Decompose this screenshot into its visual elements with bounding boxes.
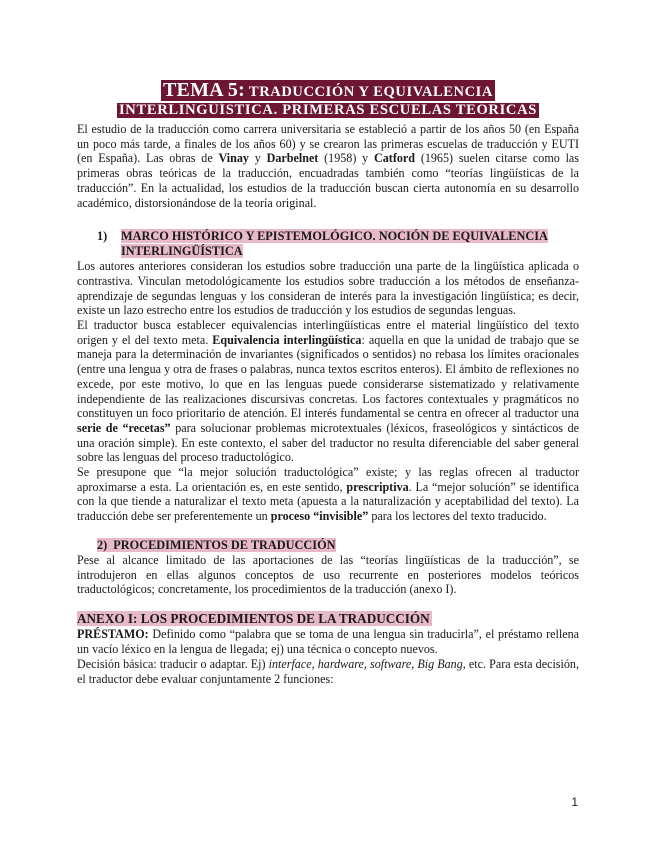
section-2-number: 2) [97,537,108,552]
title-tema: TEMA 5: [162,79,245,101]
intro-paragraph: El estudio de la traducción como carrera universitaria se estableció a partir de los años 50 (en España un poco más tarde, a finales de los años 60) y se crearon las primeras escuelas de traducción y EUTI (en España). Las obras de Vinay y Darbelnet (1958) y Catford (1965) suelen citarse como las primeras obras teóricas de la traducción, encuadradas también como “teorías lingüísticas de la traducción”. En la actualidad, los estudios de la traducción buscan cierta autonomía en su desarrollo académico, distorsionándose de la teoría original. [77,122,580,210]
section-1-paragraph-3: Se presupone que “la mejor solución traductológica” existe; y las reglas ofrecen al traductor aproximarse a esta. La orientación es, en este sentido, prescriptiva. La “mejor solución” se identifica con la que tiende a naturalizar el texto meta (apuesta a la naturalización y aceptabilidad del texto). La traducción debe ser preferentemente un proceso “invisible” para los lectores del texto traducido. [77,465,580,524]
section-1-heading-b: INTERLINGÜÍSTICA [121,244,243,259]
section-1-number: 1) [97,229,108,244]
annex-heading: ANEXO I: LOS PROCEDIMIENTOS DE LA TRADUCCIÓN [77,610,430,626]
title-line-2: INTERLINGÜÍSTICA. PRIMERAS ESCUELAS TEÓRICAS [118,102,538,118]
page-number: 1 [571,795,578,809]
section-2-paragraph-1: Pese al alcance limitado de las aportaciones de las “teorías lingüísticas de la traducción”, se introdujeron en ellas algunos conceptos de uso recurrente en posteriores modelos teóricos traductológicos; concretamente, los procedimientos de la traducción (anexo I). [77,552,579,597]
document-page [77,80,579,687]
title-line-1 [161,80,495,101]
annex-paragraph-1: PRÉSTAMO: Definido como “palabra que se toma de una lengua sin traducirla”, el préstamo rellena un vacío léxico en la lengua de llegada; ej) una técnica o concepto nuevos. [77,626,579,656]
section-2-heading [77,538,579,553]
annex-paragraph-2: Decisión básica: traducir o adaptar. Ej) interface, hardware, software, Big Bang, etc. Para esta decisión, el traductor debe evaluar conjuntamente 2 funciones: [77,657,579,687]
document-title [77,80,579,119]
section-1-heading [77,229,579,259]
section-1-paragraph-2: El traductor busca establecer equivalencias interlingüísticas entre el material lingüístico del texto origen y el del texto meta. Equivalencia interlingüística: aquella en que la unidad de trabajo que se maneja para la determinación de invariantes (significados o sentidos) no rebasa los límites oracionales (entre una lengua y otra de frases o palabras, nunca textos escritos enteros). El ámbito de reflexiones no excede, por este motivo, lo que en las lenguas puede considerarse sistematizado y relativamente independiente de las realizaciones discursivas concretas. Los factores contextuales y pragmáticos no constituyen un foco prioritario de atención. El interés fundamental se centra en ofrecer al traductor una serie de “recetas” para solucionar problemas microtextuales (léxicos, fraseológicos y sintácticos de una oración simple). En este contexto, el saber del traductor no resulta diferenciable del saber general sobre las lenguas del proceso traductológico. [77,318,580,465]
section-1-heading-a: MARCO HISTÓRICO Y EPISTEMOLÓGICO. NOCIÓN DE EQUIVALENCIA [121,229,548,244]
section-1-paragraph-1: Los autores anteriores consideran los estudios sobre traducción una parte de la lingüística aplicada o contrastiva. Vinculan metodológicamente los estudios sobre traducción a los métodos de enseñanza-aprendizaje de segundas lenguas y los consideran de interés para la investigación lingüística; es decir, existe un lazo estrecho entre los estudios de traducción y los estudios de segundas lenguas. [77,259,579,318]
title-line-1-rest: TRADUCCIÓN Y EQUIVALENCIA [244,84,493,100]
section-2-heading-text: PROCEDIMIENTOS DE TRADUCCIÓN [113,537,336,552]
